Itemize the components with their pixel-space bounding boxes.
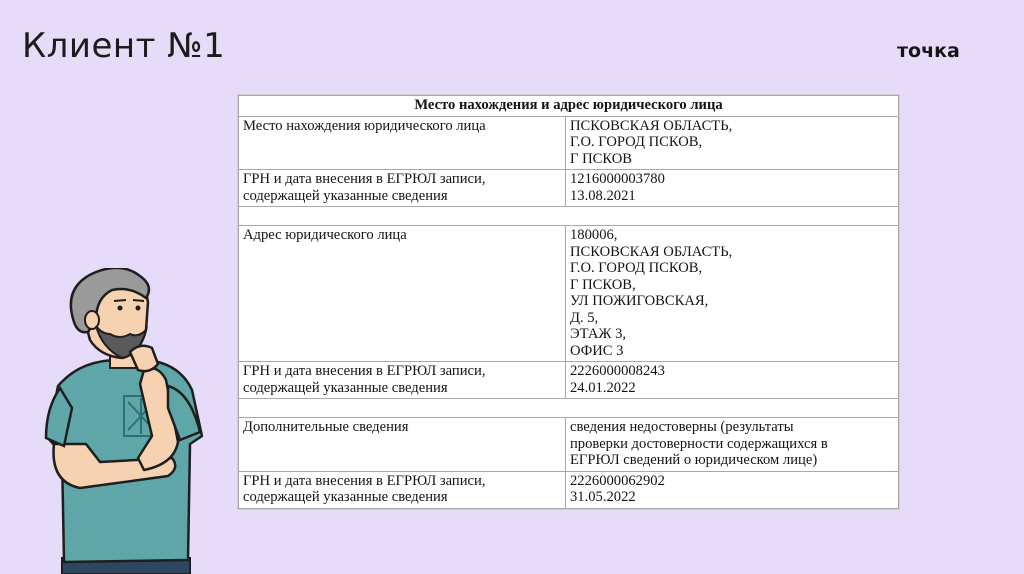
value-line: сведения недостоверны (результаты xyxy=(570,419,794,435)
value-line: Д. 5, xyxy=(570,309,599,326)
row-value xyxy=(566,471,899,508)
table-row xyxy=(239,170,899,207)
egrul-table xyxy=(238,95,899,509)
row-value xyxy=(566,170,899,207)
brand-logo: точка xyxy=(897,40,960,62)
row-label: Дополнительные сведения xyxy=(239,418,566,472)
value-line: ПСКОВСКАЯ ОБЛАСТЬ, xyxy=(570,243,733,260)
value-line: 13.08.2021 xyxy=(570,187,636,204)
value-line: 2226000008243 xyxy=(570,363,665,379)
table-row xyxy=(239,116,899,170)
label-line: ГРН и дата внесения в ЕГРЮЛ записи, xyxy=(243,472,486,489)
value-line: 180006, xyxy=(570,227,618,243)
value-line: Г ПСКОВ xyxy=(570,150,633,167)
label-line: ГРН и дата внесения в ЕГРЮЛ записи, xyxy=(243,171,486,187)
row-label xyxy=(239,362,566,399)
row-value xyxy=(566,226,899,362)
value-line: проверки достоверности содержащихся в xyxy=(570,435,828,452)
label-line: ГРН и дата внесения в ЕГРЮЛ записи, xyxy=(243,363,486,379)
label-line: содержащей указанные сведения xyxy=(243,187,448,204)
value-line: 31.05.2022 xyxy=(570,489,636,505)
row-label: Место нахождения юридического лица xyxy=(239,116,566,170)
value-line: 2226000062902 xyxy=(570,472,665,489)
table-row xyxy=(239,226,899,362)
section-header: Место нахождения и адрес юридического лица xyxy=(239,96,899,117)
spacer-cell xyxy=(239,207,899,226)
slide-title: Клиент №1 xyxy=(22,26,226,66)
row-value xyxy=(566,418,899,472)
value-line: ОФИС 3 xyxy=(570,342,624,359)
section-header-row xyxy=(239,96,899,117)
spacer-cell xyxy=(239,399,899,418)
value-line: ЕГРЮЛ сведений о юридическом лице) xyxy=(570,452,818,468)
spacer-row xyxy=(239,399,899,418)
row-label xyxy=(239,471,566,508)
table-row xyxy=(239,418,899,472)
row-value xyxy=(566,116,899,170)
value-line: 24.01.2022 xyxy=(570,379,636,396)
egrul-extract xyxy=(238,95,899,509)
value-line: УЛ ПОЖИГОВСКАЯ, xyxy=(570,293,709,309)
value-line: ЭТАЖ 3, xyxy=(570,326,627,342)
label-line: содержащей указанные сведения xyxy=(243,489,448,505)
spacer-row xyxy=(239,207,899,226)
value-line: ПСКОВСКАЯ ОБЛАСТЬ, xyxy=(570,117,733,134)
value-line: 1216000003780 xyxy=(570,171,665,187)
value-line: Г ПСКОВ, xyxy=(570,276,636,293)
thinking-man-illustration xyxy=(40,268,215,574)
table-row xyxy=(239,471,899,508)
row-label xyxy=(239,170,566,207)
value-line: Г.О. ГОРОД ПСКОВ, xyxy=(570,134,703,150)
row-value xyxy=(566,362,899,399)
table-row xyxy=(239,362,899,399)
value-line: Г.О. ГОРОД ПСКОВ, xyxy=(570,260,703,276)
label-line: содержащей указанные сведения xyxy=(243,379,448,396)
row-label: Адрес юридического лица xyxy=(239,226,566,362)
